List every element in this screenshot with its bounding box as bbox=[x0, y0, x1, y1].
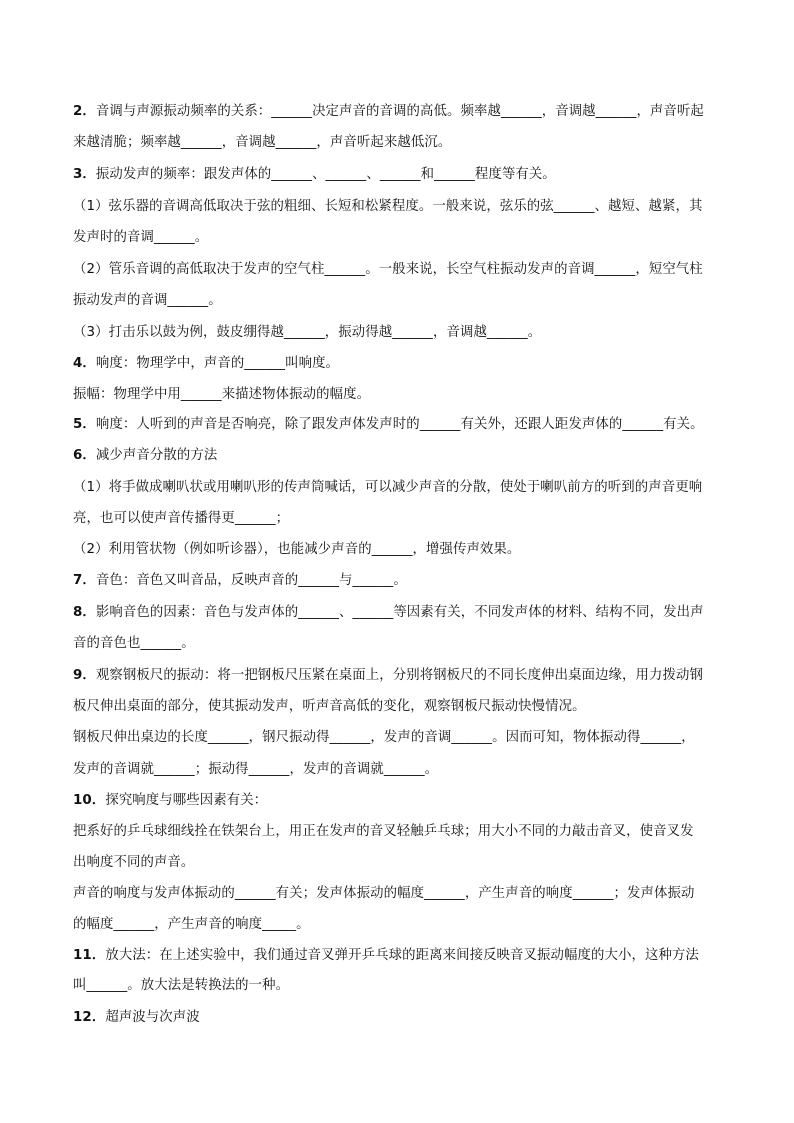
text-line: 振幅：物理学中用______来描述物体振动的幅度。 bbox=[73, 387, 371, 402]
text-line: 5．响度：人听到的声音是否响亮，除了跟发声体发声时的______有关外，还跟人距发声体的______有关。 bbox=[73, 417, 704, 432]
text-line: 8．影响音色的因素：音色与发声体的______、______等因素有关，不同发声体的材料、结构不同，发出声 bbox=[73, 605, 704, 620]
text-line: （1）弦乐器的音调高低取决于弦的粗细、长短和松紧程度。一般来说，弦乐的弦______、越短、越紧，其 bbox=[73, 199, 703, 214]
text-line: 发声的音调就______；振动得______，发声的音调就______。 bbox=[73, 762, 439, 777]
text-line: 7．音色：音色又叫音品，反映声音的______与______。 bbox=[73, 573, 407, 588]
text-line: 把系好的乒乓球细线拴在铁架台上，用正在发声的音叉轻触乒乓球；用大小不同的力敲击音叉，使音叉发 bbox=[73, 824, 694, 839]
text-line: 10．探究响度与哪些因素有关： bbox=[73, 793, 268, 808]
text-line: 振动发声的音调______。 bbox=[73, 293, 222, 308]
text-line: 12．超声波与次声波 bbox=[73, 1010, 200, 1025]
text-line: 4．响度：物理学中，声音的______叫响度。 bbox=[73, 356, 340, 371]
text-line: 9．观察钢板尺的振动：将一把钢板尺压紧在桌面上，分别将钢板尺的不同长度伸出桌面边缘，用力拨动钢 bbox=[73, 668, 703, 683]
text-line: （2）利用管状物（例如听诊器），也能减少声音的______，增强传声效果。 bbox=[73, 542, 521, 557]
text-line: （2）管乐音调的高低取决于发声的空气柱______。一般来说，长空气柱振动发声的音调______，短空气柱 bbox=[73, 262, 703, 277]
text-line: 来越清脆；频率越______，音调越______，声音听起来越低沉。 bbox=[73, 135, 452, 150]
text-line: 出响度不同的声音。 bbox=[73, 855, 195, 870]
text-line: 声音的响度与发声体振动的______有关；发声体振动的幅度______，产生声音的响度______；发声体振动 bbox=[73, 886, 695, 901]
text-line: 板尺伸出桌面的部分，使其振动发声，听声音高低的变化，观察钢板尺振动快慢情况。 bbox=[73, 699, 586, 714]
text-line: 2．音调与声源振动频率的关系：______决定声音的音调的高低。频率越______，音调越______，声音听起 bbox=[73, 104, 704, 119]
text-line: （1）将手做成喇叭状或用喇叭形的传声筒喊话，可以减少声音的分散，使处于喇叭前方的听到的声音更响 bbox=[73, 480, 703, 495]
text-line: 3．振动发声的频率：跟发声体的______、______、______和______程度等有关。 bbox=[73, 167, 556, 182]
text-line: 音的音色也______。 bbox=[73, 636, 195, 651]
text-line: 钢板尺伸出桌边的长度______，钢尺振动得______，发声的音调______。因而可知，物体振动得______， bbox=[73, 730, 695, 745]
text-line: 叫______。放大法是转换法的一种。 bbox=[73, 978, 290, 993]
text-line: 亮，也可以使声音传播得更______； bbox=[73, 511, 290, 526]
text-line: （3）打击乐以鼓为例，鼓皮绷得越______，振动得越______，音调越______。 bbox=[73, 325, 542, 340]
text-line: 发声时的音调______。 bbox=[73, 230, 209, 245]
text-line: 的幅度______，产生声音的响度_____。 bbox=[73, 917, 310, 932]
text-line: 6．减少声音分散的方法 bbox=[73, 448, 218, 463]
text-line: 11．放大法：在上述实验中，我们通过音叉弹开乒乓球的距离来间接反映音叉振动幅度的大小，这种方法 bbox=[73, 948, 699, 963]
